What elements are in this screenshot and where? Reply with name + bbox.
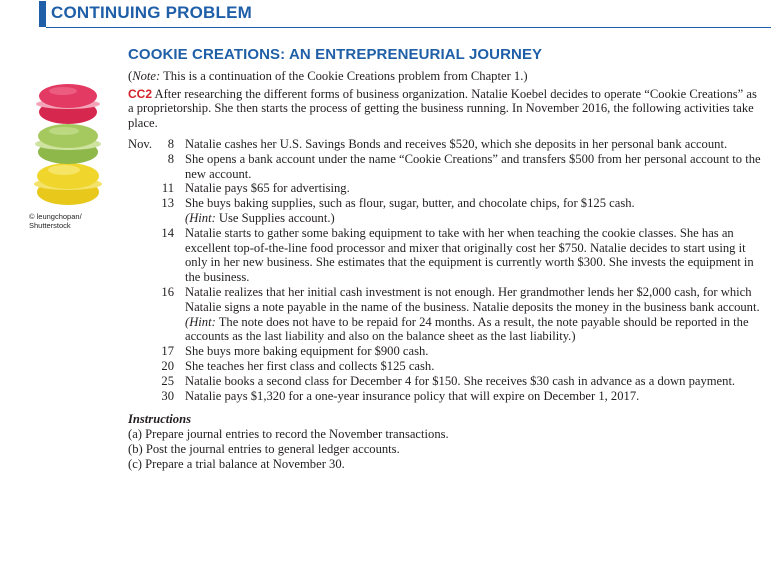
transaction-month xyxy=(128,344,155,359)
continuation-note: (Note: This is a continuation of the Cookie Creations problem from Chapter 1.) xyxy=(128,68,528,83)
transaction-month xyxy=(128,226,155,285)
transaction-day: 13 xyxy=(161,196,174,211)
transaction-day: 8 xyxy=(167,136,174,151)
transaction-row xyxy=(128,359,764,374)
transaction-row xyxy=(128,374,764,389)
transaction-day: 11 xyxy=(161,181,174,196)
cc-label: CC2 xyxy=(128,86,153,101)
transaction-text: Natalie books a second class for December 4 for $150. She receives $30 cash in advance as a down payment. xyxy=(185,373,736,388)
hint-label: (Hint: xyxy=(185,210,216,225)
header-accent-bar xyxy=(39,1,46,27)
transaction-month xyxy=(128,389,155,404)
problem-intro xyxy=(128,87,764,131)
hint-text: The note does not have to be repaid for 24 months. As a result, the note payable should be reported in the accounts as the last liability and also on the balance sheet as the last liability.) xyxy=(185,314,749,344)
note-text: This is a continuation of the Cookie Creations problem from Chapter 1.) xyxy=(160,68,528,83)
instruction-item: (b) Post the journal entries to general ledger accounts. xyxy=(128,441,400,456)
instructions-heading: Instructions xyxy=(128,412,191,427)
transaction-month xyxy=(128,181,155,196)
macaron-stack-image xyxy=(28,80,108,210)
transaction-text: Natalie cashes her U.S. Savings Bonds and receives $520, which she deposits in her personal bank account. xyxy=(185,136,728,151)
transaction-month xyxy=(128,374,155,389)
transaction-text: Natalie realizes that her initial cash investment is not enough. Her grandmother lends her $2,000 cash, for which Natalie signs a note payable in the name of the business. Natalie deposits the money in the business bank account. xyxy=(185,284,760,314)
transaction-text: She opens a bank account under the name “Cookie Creations” and transfers $500 from her personal account to the new account. xyxy=(185,151,761,181)
transaction-text: Natalie pays $1,320 for a one-year insurance policy that will expire on December 1, 2017. xyxy=(185,388,640,403)
transaction-month xyxy=(128,152,155,182)
transaction-month xyxy=(128,359,155,374)
transaction-list xyxy=(128,137,764,403)
transaction-row xyxy=(128,181,764,196)
hint-label: (Hint: xyxy=(185,314,216,329)
transaction-text: Natalie starts to gather some baking equipment to take with her when teaching the cookie classes. She has an excellent top-of-the-line food processor and mixer that originally cost her $750. Natalie decides to start using it only in her new business. She estimates that the equipment is currently worth $300. She invests the equipment in the business. xyxy=(185,225,754,285)
transaction-text: She buys more baking equipment for $900 cash. xyxy=(185,344,429,359)
transaction-day: 25 xyxy=(161,373,174,388)
instruction-item: (a) Prepare journal entries to record the November transactions. xyxy=(128,427,449,442)
transaction-month xyxy=(128,285,155,344)
image-credit xyxy=(29,212,82,230)
transaction-day: 17 xyxy=(161,344,174,359)
transaction-row xyxy=(128,137,764,152)
instruction-item: (c) Prepare a trial balance at November 30. xyxy=(128,456,345,471)
hint-text: Use Supplies account.) xyxy=(215,210,335,225)
transaction-day: 20 xyxy=(161,358,174,373)
transaction-month xyxy=(128,196,155,226)
header-rule xyxy=(46,27,771,28)
transaction-row xyxy=(128,344,764,359)
transaction-text-wrap xyxy=(174,285,764,344)
header-title: CONTINUING PROBLEM xyxy=(51,3,252,22)
instructions xyxy=(128,412,764,471)
transaction-day: 8 xyxy=(167,151,174,166)
transaction-day: 14 xyxy=(161,225,174,240)
image-credit-line-2: Shutterstock xyxy=(29,221,71,230)
note-label: Note: xyxy=(132,68,161,83)
intro-text: After researching the different forms of business organization. Natalie Koebel decides to operate “Cookie Creations” as a proprietorship. She then starts the process of getting the business running. In November 2016, the following activities take place. xyxy=(128,86,757,131)
transaction-row xyxy=(128,285,764,344)
transaction-row xyxy=(128,389,764,404)
transaction-row xyxy=(128,196,764,226)
transaction-row xyxy=(128,152,764,182)
transaction-month: Nov. xyxy=(128,136,153,151)
transaction-text-wrap xyxy=(174,196,764,226)
transaction-day: 30 xyxy=(161,388,174,403)
problem-title: COOKIE CREATIONS: AN ENTREPRENEURIAL JOURNEY xyxy=(128,46,543,63)
image-credit-line-1: © leungchopan/ xyxy=(29,212,82,221)
transaction-text: She buys baking supplies, such as flour, sugar, butter, and chocolate chips, for $125 cash. xyxy=(185,196,635,211)
section-header xyxy=(0,0,771,28)
transaction-text: Natalie pays $65 for advertising. xyxy=(185,181,350,196)
transaction-row xyxy=(128,226,764,285)
transaction-day: 16 xyxy=(161,284,174,299)
problem-content xyxy=(128,48,764,472)
transaction-text: She teaches her first class and collects $125 cash. xyxy=(185,358,435,373)
